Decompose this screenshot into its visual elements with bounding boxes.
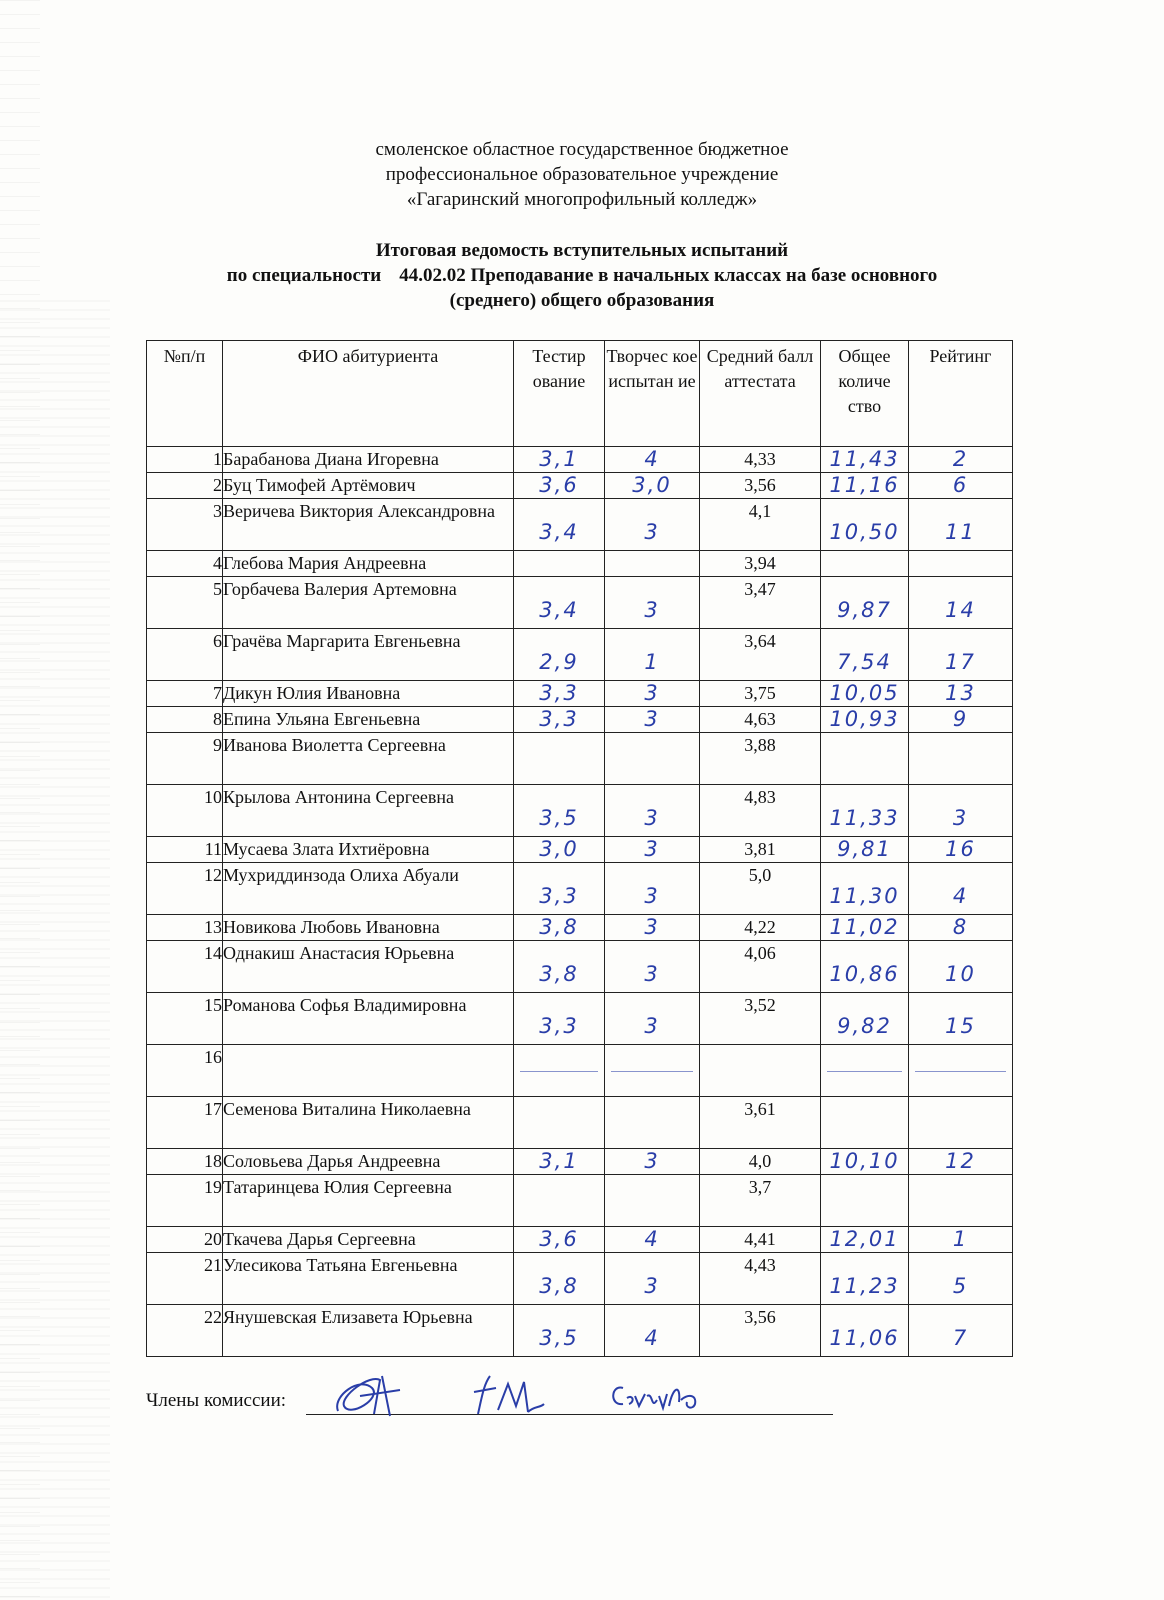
row-total-score [821,1227,909,1253]
row-name: Веричева Виктория Александровна [223,499,514,551]
row-total-score-value: 11,23 [829,1274,900,1298]
row-avg-score: 3,47 [700,577,821,629]
row-test-score-value: 3,3 [539,707,579,731]
row-rating [909,733,1013,785]
row-creative-score [605,707,700,733]
row-num: 16 [147,1045,223,1097]
row-creative-score [605,1097,700,1149]
row-creative-score [605,915,700,941]
row-test-score-value: 3,5 [539,806,579,830]
row-total-score [821,629,909,681]
row-rating [909,785,1013,837]
signature-3 [605,1366,715,1426]
row-total-score [821,733,909,785]
row-creative-score-value: 3 [644,707,660,731]
row-num: 17 [147,1097,223,1149]
row-total-score [821,993,909,1045]
row-rating [909,551,1013,577]
row-name: Дикун Юлия Ивановна [223,681,514,707]
row-avg-score: 4,33 [700,447,821,473]
row-creative-score-value: 3 [644,962,660,986]
strike-line [827,1071,902,1072]
strike-line [915,1071,1006,1072]
row-num: 19 [147,1175,223,1227]
table-row [147,1149,1013,1175]
table-row [147,733,1013,785]
row-avg-score: 3,61 [700,1097,821,1149]
row-total-score-value: 9,87 [837,598,892,622]
row-rating [909,1227,1013,1253]
row-num: 1 [147,447,223,473]
row-test-score [514,577,605,629]
results-table [146,340,1013,1357]
row-creative-score-value: 3 [644,520,660,544]
table-row [147,1305,1013,1357]
row-name: Соловьева Дарья Андреевна [223,1149,514,1175]
header-name: ФИО абитуриента [223,341,514,447]
table-row [147,1097,1013,1149]
row-avg-score: 5,0 [700,863,821,915]
row-rating [909,863,1013,915]
strike-line [611,1071,693,1072]
row-avg-score: 3,75 [700,681,821,707]
row-test-score [514,1175,605,1227]
row-num: 6 [147,629,223,681]
header-rating: Рейтинг [909,341,1013,447]
row-avg-score: 4,63 [700,707,821,733]
row-creative-score-value: 3 [644,1014,660,1038]
row-total-score [821,473,909,499]
row-total-score-value: 10,05 [829,681,900,705]
row-total-score [821,837,909,863]
row-total-score-value: 11,02 [829,915,900,939]
row-rating [909,577,1013,629]
header-total: Общее количе ство [821,341,909,447]
row-rating-value: 9 [952,707,969,731]
row-total-score-value: 10,86 [829,962,900,986]
table-row [147,1045,1013,1097]
row-num: 22 [147,1305,223,1357]
institution-line-1: смоленское областное государственное бюджетное [375,139,789,160]
row-test-score [514,1227,605,1253]
row-total-score [821,915,909,941]
table-row [147,941,1013,993]
row-creative-score [605,837,700,863]
row-rating [909,1175,1013,1227]
title-line-1: Итоговая ведомость вступительных испытаний [375,240,789,261]
row-name: Глебова Мария Андреевна [223,551,514,577]
row-test-score [514,837,605,863]
row-test-score [514,915,605,941]
row-rating [909,473,1013,499]
row-creative-score-value: 1 [644,650,660,674]
table-row [147,447,1013,473]
row-num: 2 [147,473,223,499]
row-avg-score: 3,52 [700,993,821,1045]
table-row [147,499,1013,551]
row-total-score [821,1175,909,1227]
row-num: 15 [147,993,223,1045]
row-name: Мухриддинзода Олиха Абуали [223,863,514,915]
institution-line-2: профессиональное образовательное учреждение [385,164,779,185]
row-name: Улесикова Татьяна Евгеньевна [223,1253,514,1305]
row-total-score-value: 11,43 [829,447,900,471]
row-rating-value: 14 [945,598,976,622]
row-total-score [821,551,909,577]
table-row [147,707,1013,733]
row-test-score-value: 3,1 [539,447,579,471]
row-total-score-value: 10,50 [829,520,900,544]
row-avg-score: 3,94 [700,551,821,577]
scan-noise-left [0,300,110,1600]
row-total-score [821,499,909,551]
row-creative-score [605,681,700,707]
institution-header [0,137,1164,212]
row-creative-score-value: 3 [644,1149,660,1173]
row-total-score-value: 10,93 [829,707,900,731]
row-total-score-value: 7,54 [837,650,892,674]
table-row [147,629,1013,681]
row-creative-score [605,447,700,473]
row-creative-score-value: 3 [644,1274,660,1298]
row-creative-score-value: 3 [644,681,660,705]
row-creative-score [605,1253,700,1305]
row-avg-score: 4,0 [700,1149,821,1175]
row-total-score-value: 11,06 [829,1326,900,1350]
table-row [147,785,1013,837]
row-name: Новикова Любовь Ивановна [223,915,514,941]
row-avg-score: 3,88 [700,733,821,785]
row-creative-score-value: 4 [644,447,660,471]
row-test-score [514,1097,605,1149]
row-test-score [514,785,605,837]
row-num: 21 [147,1253,223,1305]
row-rating-value: 15 [945,1014,976,1038]
row-rating [909,1305,1013,1357]
row-name: Татаринцева Юлия Сергеевна [223,1175,514,1227]
row-avg-score [700,1045,821,1097]
row-test-score [514,473,605,499]
row-test-score-value: 3,5 [539,1326,579,1350]
row-num: 12 [147,863,223,915]
row-test-score [514,993,605,1045]
row-test-score [514,733,605,785]
row-total-score-value: 12,01 [829,1227,900,1251]
row-name: Барабанова Диана Игоревна [223,447,514,473]
row-creative-score [605,733,700,785]
row-num: 4 [147,551,223,577]
row-num: 5 [147,577,223,629]
row-creative-score-value: 4 [644,1326,660,1350]
row-test-score [514,629,605,681]
row-avg-score: 3,7 [700,1175,821,1227]
row-rating [909,681,1013,707]
row-test-score [514,499,605,551]
row-creative-score [605,863,700,915]
table-header-row [147,341,1013,447]
title-line-2b: 44.02.02 Преподавание в начальных классах на базе основного [399,265,938,286]
row-rating-value: 2 [952,447,969,471]
row-rating [909,1045,1013,1097]
row-avg-score: 4,22 [700,915,821,941]
row-total-score [821,941,909,993]
row-test-score-value: 3,4 [539,520,579,544]
row-name: Ткачева Дарья Сергеевна [223,1227,514,1253]
row-rating [909,993,1013,1045]
row-test-score-value: 3,8 [539,962,579,986]
row-creative-score [605,551,700,577]
row-creative-score-value: 3 [644,915,660,939]
row-total-score-value: 11,30 [829,884,900,908]
row-test-score [514,1149,605,1175]
row-total-score [821,1097,909,1149]
row-rating [909,1097,1013,1149]
row-name: Епина Ульяна Евгеньевна [223,707,514,733]
row-num: 7 [147,681,223,707]
row-creative-score [605,1175,700,1227]
row-num: 18 [147,1149,223,1175]
signature-1 [330,1366,410,1426]
row-rating [909,915,1013,941]
row-test-score-value: 3,6 [539,1227,579,1251]
row-rating [909,499,1013,551]
row-total-score [821,1045,909,1097]
title-line-3: (среднего) общего образования [449,290,715,311]
row-test-score-value: 3,3 [539,884,579,908]
row-test-score [514,941,605,993]
row-num: 20 [147,1227,223,1253]
row-rating-value: 13 [945,681,976,705]
row-rating-value: 6 [952,473,969,497]
row-rating [909,837,1013,863]
row-num: 9 [147,733,223,785]
row-num: 10 [147,785,223,837]
row-creative-score-value: 4 [644,1227,660,1251]
row-test-score [514,1253,605,1305]
row-creative-score [605,1149,700,1175]
row-total-score-value: 9,82 [837,1014,892,1038]
row-creative-score [605,1305,700,1357]
table-row [147,577,1013,629]
row-rating-value: 12 [945,1149,976,1173]
row-total-score [821,1149,909,1175]
row-rating-value: 10 [945,962,976,986]
row-avg-score: 3,56 [700,473,821,499]
row-rating-value: 7 [952,1326,969,1350]
row-test-score-value: 3,6 [539,473,579,497]
table-row [147,1253,1013,1305]
row-creative-score-value: 3,0 [632,473,672,497]
table-row [147,915,1013,941]
row-name: Крылова Антонина Сергеевна [223,785,514,837]
row-name: Иванова Виолетта Сергеевна [223,733,514,785]
row-creative-score-value: 3 [644,598,660,622]
commission-label: Члены комиссии: [146,1390,287,1411]
row-num: 14 [147,941,223,993]
signature-2 [468,1366,548,1426]
row-num: 8 [147,707,223,733]
row-rating [909,707,1013,733]
row-num: 13 [147,915,223,941]
header-num: №п/п [147,341,223,447]
row-avg-score: 4,1 [700,499,821,551]
row-total-score [821,1305,909,1357]
row-rating-value: 8 [952,915,969,939]
row-rating [909,941,1013,993]
row-total-score-value: 11,33 [829,806,900,830]
row-test-score [514,681,605,707]
row-name: Однакиш Анастасия Юрьевна [223,941,514,993]
row-total-score [821,863,909,915]
row-name: Мусаева Злата Ихтиёровна [223,837,514,863]
row-creative-score [605,785,700,837]
row-avg-score: 3,81 [700,837,821,863]
table-row [147,551,1013,577]
row-test-score [514,1305,605,1357]
row-creative-score [605,1045,700,1097]
table-row [147,837,1013,863]
row-avg-score: 4,41 [700,1227,821,1253]
document-title [0,238,1164,313]
row-test-score-value: 3,8 [539,915,579,939]
row-rating-value: 16 [945,837,976,861]
strike-line [520,1071,598,1072]
row-total-score [821,447,909,473]
row-name [223,1045,514,1097]
row-total-score [821,1253,909,1305]
row-test-score [514,863,605,915]
row-rating-value: 17 [945,650,976,674]
row-creative-score-value: 3 [644,806,660,830]
row-total-score-value: 10,10 [829,1149,900,1173]
row-name: Романова Софья Владимировна [223,993,514,1045]
row-total-score [821,785,909,837]
row-creative-score-value: 3 [644,837,660,861]
row-creative-score [605,499,700,551]
row-rating [909,629,1013,681]
row-name: Грачёва Маргарита Евгеньевна [223,629,514,681]
row-creative-score [605,941,700,993]
row-rating [909,447,1013,473]
row-rating-value: 4 [952,884,969,908]
header-creative: Творчес кое испытан ие [605,341,700,447]
row-total-score-value: 9,81 [837,837,892,861]
row-total-score [821,707,909,733]
table-row [147,863,1013,915]
table-row [147,993,1013,1045]
row-test-score-value: 2,9 [539,650,579,674]
table-row [147,473,1013,499]
row-rating-value: 3 [952,806,969,830]
table-row [147,681,1013,707]
row-rating-value: 5 [952,1274,969,1298]
table-row [147,1227,1013,1253]
title-line-2a: по специальности [226,265,382,286]
row-avg-score: 4,43 [700,1253,821,1305]
row-test-score-value: 3,4 [539,598,579,622]
row-total-score-value: 11,16 [829,473,900,497]
row-name: Семенова Виталина Николаевна [223,1097,514,1149]
institution-line-3: «Гагаринский многопрофильный колледж» [406,189,758,210]
table-row [147,1175,1013,1227]
row-rating-value: 11 [945,520,976,544]
row-rating [909,1253,1013,1305]
row-test-score [514,447,605,473]
row-avg-score: 3,56 [700,1305,821,1357]
row-total-score [821,681,909,707]
row-total-score [821,577,909,629]
row-num: 11 [147,837,223,863]
row-test-score-value: 3,8 [539,1274,579,1298]
row-creative-score [605,629,700,681]
row-name: Буц Тимофей Артёмович [223,473,514,499]
row-test-score-value: 3,3 [539,681,579,705]
row-test-score-value: 3,1 [539,1149,579,1173]
row-creative-score [605,577,700,629]
row-avg-score: 3,64 [700,629,821,681]
row-test-score [514,707,605,733]
row-name: Горбачева Валерия Артемовна [223,577,514,629]
row-num: 3 [147,499,223,551]
row-avg-score: 4,06 [700,941,821,993]
header-avg: Средний балл аттестата [700,341,821,447]
row-creative-score [605,993,700,1045]
row-rating-value: 1 [952,1227,969,1251]
row-creative-score-value: 3 [644,884,660,908]
header-test: Тестир ование [514,341,605,447]
row-creative-score [605,1227,700,1253]
row-rating [909,1149,1013,1175]
row-creative-score [605,473,700,499]
row-test-score [514,551,605,577]
row-test-score-value: 3,3 [539,1014,579,1038]
row-avg-score: 4,83 [700,785,821,837]
row-test-score [514,1045,605,1097]
row-name: Янушевская Елизавета Юрьевна [223,1305,514,1357]
row-test-score-value: 3,0 [539,837,579,861]
title-line-2 [0,263,1164,288]
